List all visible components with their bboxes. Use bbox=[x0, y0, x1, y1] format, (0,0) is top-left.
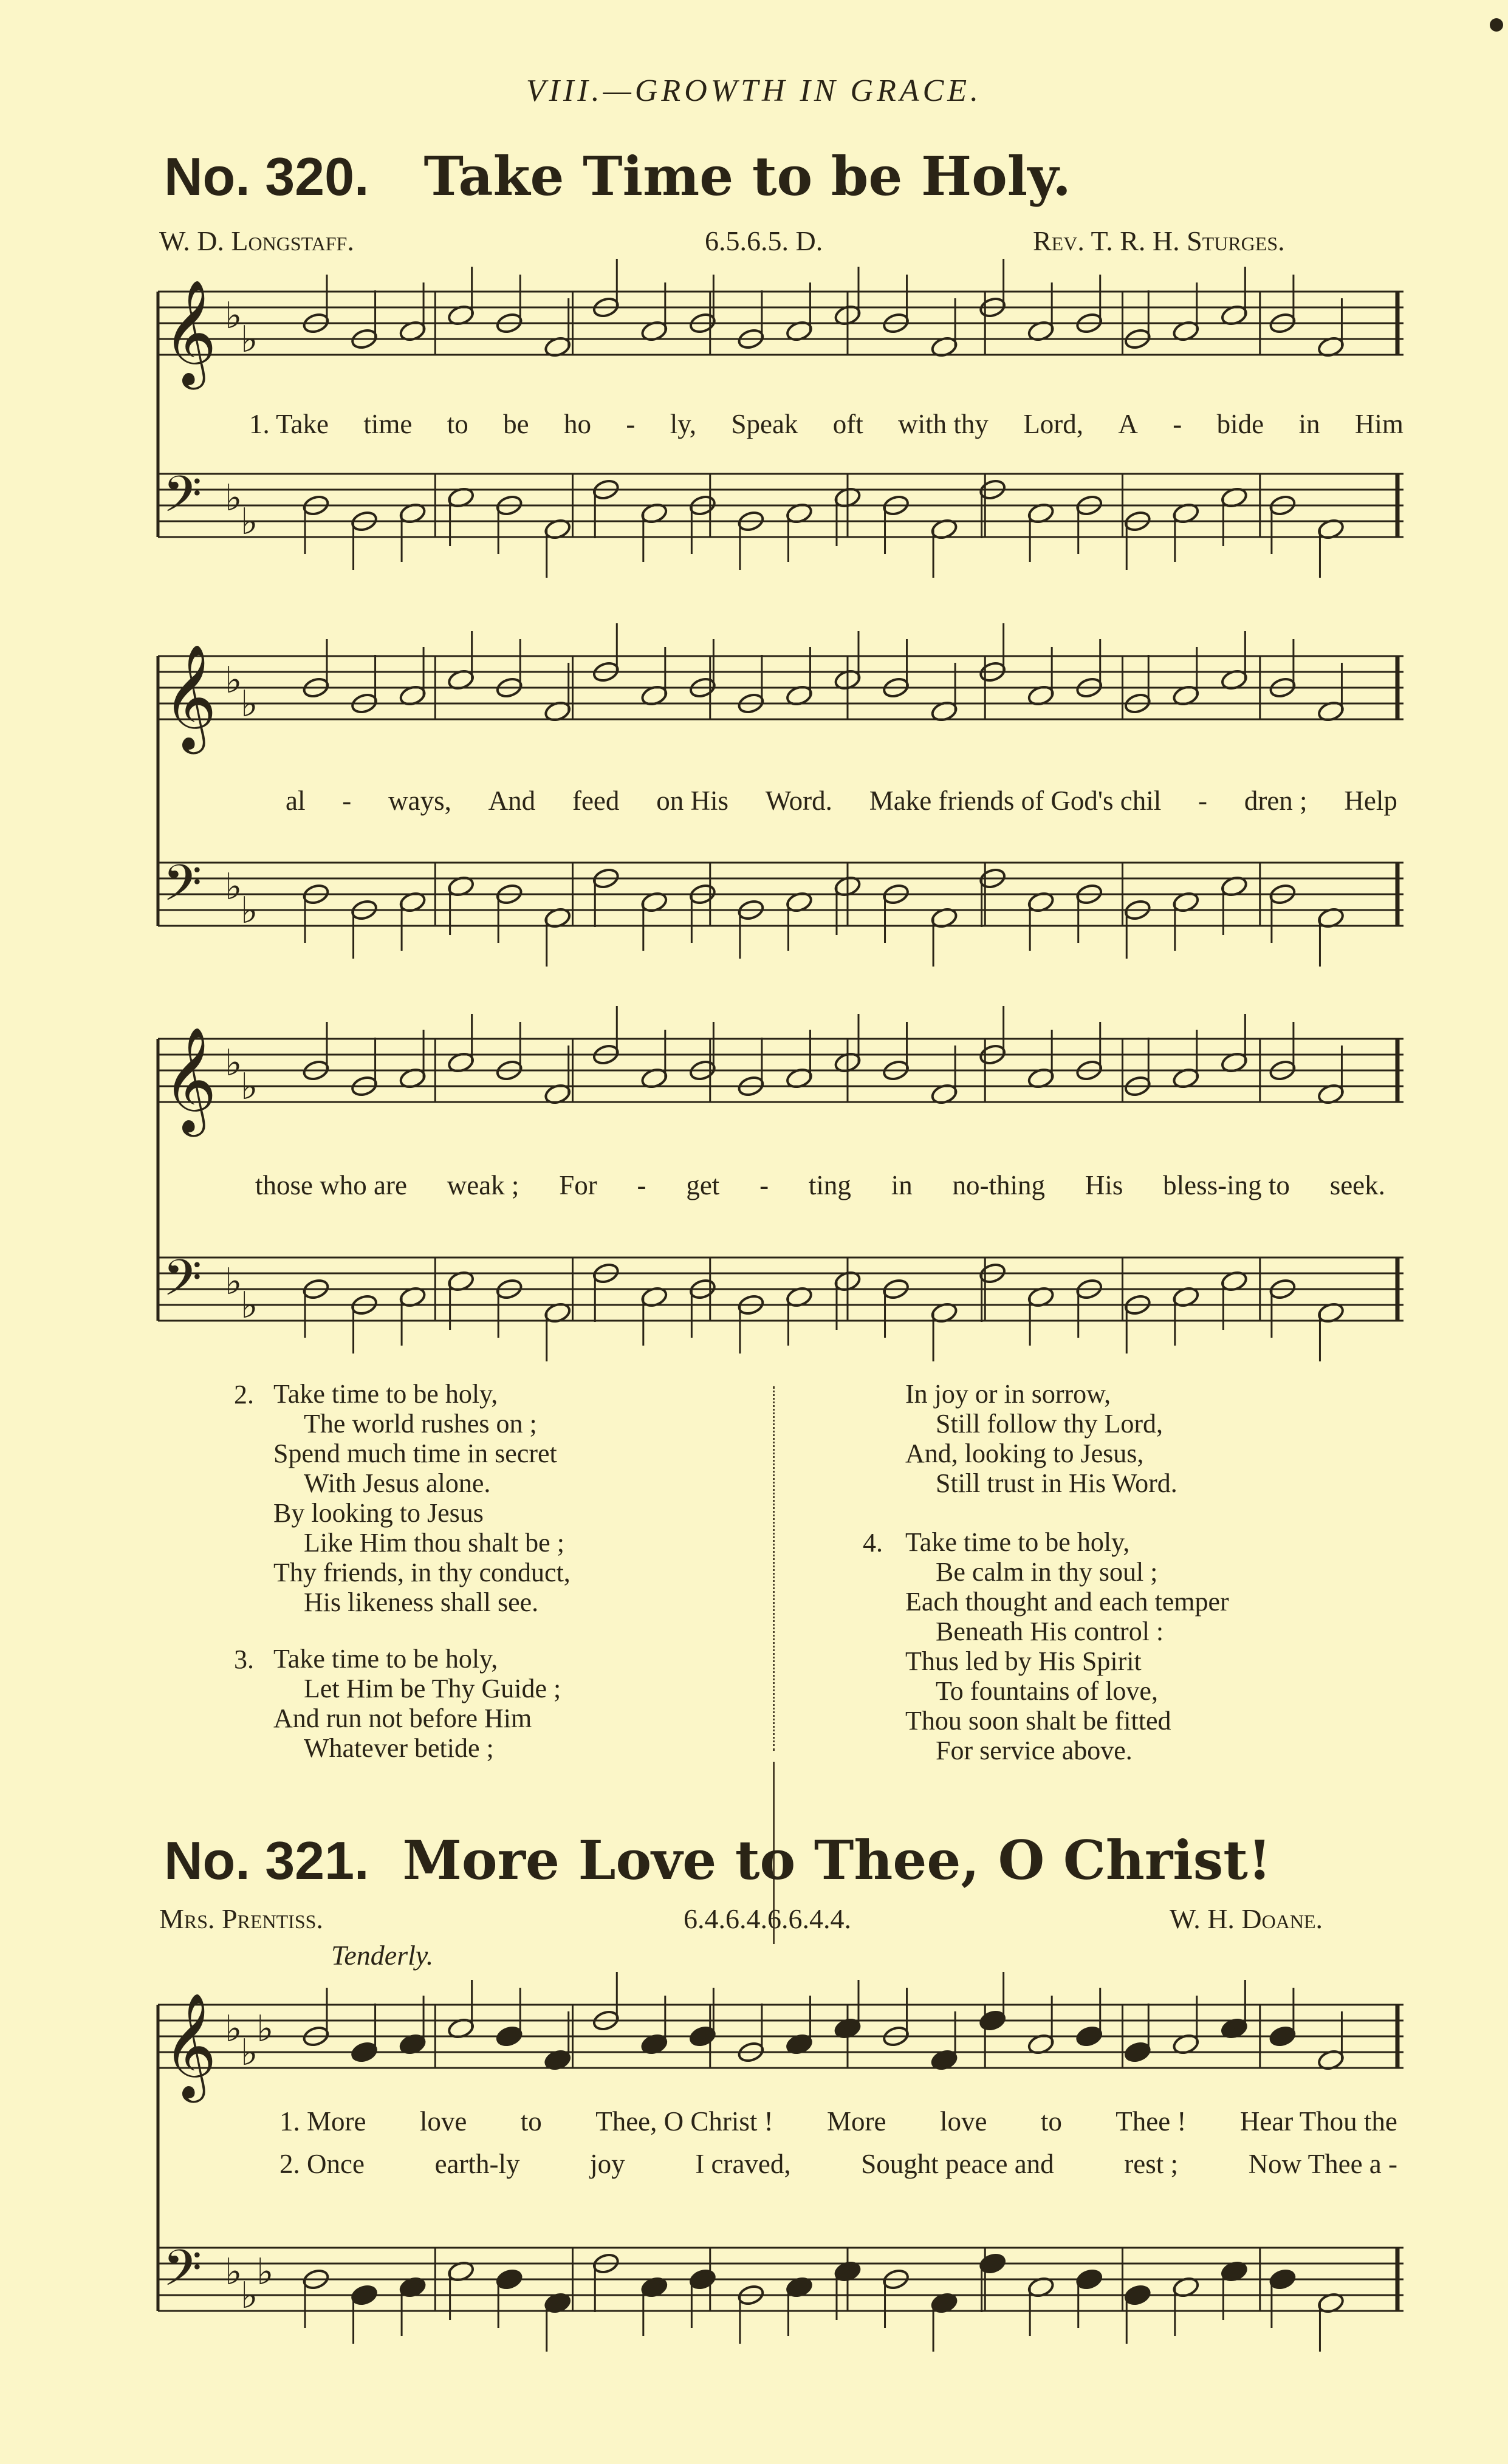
treble-staff bbox=[158, 1006, 1403, 1137]
flat-icon: ♭ bbox=[241, 2031, 258, 2074]
lyric-syllable: on His bbox=[656, 785, 728, 816]
bass-clef-icon: 𝄢 bbox=[163, 1248, 202, 1319]
lyric-syllable: - bbox=[626, 409, 636, 439]
flat-icon: ♭ bbox=[241, 501, 258, 543]
notehead bbox=[350, 2284, 378, 2307]
verse-line: Like Him thou shalt be ; bbox=[304, 1528, 564, 1558]
lyric-syllable: Thee, O Christ ! bbox=[595, 2106, 773, 2137]
lyric-syllable: oft bbox=[832, 409, 863, 439]
treble-clef-icon: 𝄞 bbox=[163, 644, 217, 750]
lyric-syllable: ho bbox=[563, 409, 591, 439]
lyric-syllable: I craved, bbox=[695, 2149, 791, 2179]
lyric-syllable: joy bbox=[590, 2149, 625, 2179]
notehead bbox=[495, 2268, 523, 2291]
lyric-syllable: Thee ! bbox=[1116, 2106, 1187, 2137]
hymn-321-author: Mrs. Prentiss. bbox=[159, 1903, 323, 1934]
flat-icon: ♭ bbox=[241, 889, 258, 932]
notehead bbox=[688, 2025, 716, 2048]
verse-line: Each thought and each temper bbox=[905, 1587, 1229, 1617]
notehead bbox=[978, 2252, 1006, 2275]
bass-staff bbox=[158, 2239, 1403, 2352]
lyric-syllable: 1. Take bbox=[249, 409, 329, 439]
bass-staff bbox=[158, 854, 1403, 967]
flat-icon: ♭ bbox=[241, 1284, 258, 1327]
lyric-syllable: - bbox=[1198, 785, 1208, 816]
treble-clef-icon: 𝄞 bbox=[163, 1027, 217, 1132]
flat-icon: ♭ bbox=[256, 2008, 274, 2050]
flat-icon: ♭ bbox=[225, 477, 242, 519]
hymn-320-composer: Rev. T. R. H. Sturges. bbox=[1033, 225, 1285, 256]
verse-line: To fountains of love, bbox=[936, 1676, 1158, 1706]
notehead bbox=[688, 2268, 716, 2291]
verse-line: Thy friends, in thy conduct, bbox=[273, 1558, 571, 1587]
lyric-syllable: dren ; bbox=[1244, 785, 1308, 816]
flat-icon: ♭ bbox=[225, 2251, 242, 2293]
verse-line: His likeness shall see. bbox=[304, 1587, 539, 1617]
notehead bbox=[1123, 2041, 1151, 2064]
notehead bbox=[1123, 2284, 1151, 2307]
hymn-321-meter: 6.4.6.4.6.6.4.4. bbox=[684, 1903, 851, 1934]
verse-line: And, looking to Jesus, bbox=[905, 1439, 1144, 1468]
verse-line: Thus led by His Spirit bbox=[905, 1646, 1142, 1676]
verse-4-number: 4. bbox=[863, 1528, 883, 1558]
treble-staff bbox=[158, 1972, 1403, 2103]
lyric-syllable: More bbox=[827, 2106, 886, 2137]
verse-line: Still follow thy Lord, bbox=[936, 1409, 1163, 1439]
lyric-syllable: time bbox=[363, 409, 413, 439]
bass-staff bbox=[158, 1248, 1403, 1361]
hymn-321-lyric-line-2 bbox=[279, 2148, 1397, 2180]
lyric-syllable: seek. bbox=[1329, 1170, 1385, 1200]
lyric-syllable: with thy bbox=[898, 409, 989, 439]
verse-line: Whatever betide ; bbox=[304, 1733, 494, 1763]
verse-line: In joy or in sorrow, bbox=[905, 1379, 1111, 1409]
hymn-320-meter: 6.5.6.5. D. bbox=[705, 225, 823, 256]
treble-clef-icon: 𝄞 bbox=[163, 1993, 217, 2098]
treble-staff bbox=[158, 623, 1403, 755]
lyric-syllable: rest ; bbox=[1124, 2149, 1179, 2179]
hymn-321-tempo: Tenderly. bbox=[331, 1940, 434, 1971]
flat-icon: ♭ bbox=[241, 318, 258, 361]
verse-column-divider bbox=[773, 1386, 776, 1751]
hymn-320-lyric-line-1 bbox=[249, 408, 1403, 440]
verse-line: Take time to be holy, bbox=[905, 1527, 1130, 1557]
lyric-syllable: those who are bbox=[255, 1170, 407, 1200]
lyric-syllable: in bbox=[1298, 409, 1320, 439]
hymn-321-system-1 bbox=[146, 1968, 1410, 2442]
treble-clef-icon: 𝄞 bbox=[163, 279, 217, 385]
verse-line: By looking to Jesus bbox=[273, 1498, 484, 1528]
lyric-syllable: to bbox=[520, 2106, 542, 2137]
notehead bbox=[978, 2009, 1006, 2032]
flat-icon: ♭ bbox=[241, 1066, 258, 1108]
verse-line: Be calm in thy soul ; bbox=[936, 1557, 1158, 1587]
lyric-syllable: to bbox=[447, 409, 468, 439]
lyric-syllable: in bbox=[891, 1170, 913, 1200]
hymn-320-lyric-line-3 bbox=[255, 1169, 1385, 1201]
verse-2-number: 2. bbox=[234, 1380, 254, 1409]
lyric-syllable: ways, bbox=[388, 785, 451, 816]
lyric-syllable: Him bbox=[1354, 409, 1403, 439]
verse-line: The world rushes on ; bbox=[304, 1409, 537, 1439]
ink-dot bbox=[1490, 18, 1503, 32]
notehead bbox=[1269, 2268, 1297, 2291]
lyric-syllable: to bbox=[1040, 2106, 1062, 2137]
lyric-syllable: earth-ly bbox=[434, 2149, 520, 2179]
verse-3-text bbox=[273, 1644, 561, 1763]
bass-staff bbox=[158, 465, 1403, 578]
bass-clef-icon: 𝄢 bbox=[163, 2239, 202, 2310]
verse-line: Still trust in His Word. bbox=[936, 1468, 1177, 1498]
lyric-syllable: bless-ing to bbox=[1163, 1170, 1290, 1200]
lyric-syllable: al bbox=[286, 785, 306, 816]
hymn-320-number: No. 320. bbox=[164, 146, 369, 207]
lyric-syllable: Now Thee a - bbox=[1248, 2149, 1397, 2179]
hymn-320-lyric-line-2 bbox=[286, 785, 1397, 816]
notehead bbox=[495, 2025, 523, 2048]
lyric-syllable: - bbox=[637, 1170, 646, 1200]
verse-line: Take time to be holy, bbox=[273, 1379, 498, 1409]
lyric-syllable: For bbox=[559, 1170, 597, 1200]
hymn-321-composer: W. H. Doane. bbox=[1170, 1903, 1323, 1934]
verse-line: With Jesus alone. bbox=[304, 1468, 491, 1498]
lyric-syllable: Hear Thou the bbox=[1239, 2106, 1397, 2137]
lyric-syllable: A bbox=[1118, 409, 1138, 439]
section-header: VIII.—GROWTH IN GRACE. bbox=[526, 74, 982, 108]
lyric-syllable: feed bbox=[572, 785, 620, 816]
lyric-syllable: Lord, bbox=[1023, 409, 1084, 439]
notehead bbox=[1075, 2268, 1103, 2291]
verse-line: Spend much time in secret bbox=[273, 1439, 557, 1468]
hymn-320-heading bbox=[164, 145, 1071, 208]
lyric-syllable: weak ; bbox=[447, 1170, 519, 1200]
lyric-syllable: Sought peace and bbox=[861, 2149, 1054, 2179]
lyric-syllable: - bbox=[342, 785, 352, 816]
lyric-syllable: - bbox=[759, 1170, 769, 1200]
verse-line: And run not before Him bbox=[273, 1703, 532, 1733]
lyric-syllable: love bbox=[419, 2106, 467, 2137]
notehead bbox=[1269, 2025, 1297, 2048]
treble-staff bbox=[158, 259, 1403, 390]
hymn-320-title: Take Time to be Holy. bbox=[423, 145, 1071, 208]
verse-line: Take time to be holy, bbox=[273, 1644, 498, 1674]
verse-line: For service above. bbox=[936, 1736, 1133, 1765]
flat-icon: ♭ bbox=[256, 2251, 274, 2293]
lyric-syllable: 1. More bbox=[279, 2106, 366, 2137]
lyric-syllable: love bbox=[939, 2106, 987, 2137]
lyric-syllable: And bbox=[488, 785, 536, 816]
lyric-syllable: - bbox=[1173, 409, 1182, 439]
hymn-321-heading bbox=[164, 1829, 1272, 1892]
lyric-syllable: His bbox=[1085, 1170, 1123, 1200]
lyric-syllable: bide bbox=[1216, 409, 1264, 439]
flat-icon: ♭ bbox=[241, 683, 258, 725]
lyric-syllable: Make friends of God's chil bbox=[869, 785, 1162, 816]
lyric-syllable: be bbox=[503, 409, 529, 439]
lyric-syllable: Speak bbox=[731, 409, 798, 439]
bass-clef-icon: 𝄢 bbox=[163, 465, 202, 536]
lyric-syllable: 2. Once bbox=[279, 2149, 365, 2179]
verse-3-number: 3. bbox=[234, 1644, 254, 1674]
notehead bbox=[1075, 2025, 1103, 2048]
hymn-320-author: W. D. Longstaff. bbox=[159, 225, 354, 256]
hymn-321-number: No. 321. bbox=[164, 1830, 369, 1891]
flat-icon: ♭ bbox=[225, 866, 242, 908]
lyric-syllable: ly, bbox=[670, 409, 697, 439]
verse-2-continued-text bbox=[905, 1379, 1177, 1498]
lyric-syllable: Help bbox=[1344, 785, 1397, 816]
lyric-syllable: no-thing bbox=[952, 1170, 1046, 1200]
flat-icon: ♭ bbox=[225, 659, 242, 702]
hymn-321-title: More Love to Thee, O Christ! bbox=[402, 1829, 1272, 1892]
flat-icon: ♭ bbox=[225, 2008, 242, 2050]
verse-line: Beneath His control : bbox=[936, 1617, 1164, 1646]
verse-2-text bbox=[273, 1379, 571, 1617]
verse-line: Let Him be Thy Guide ; bbox=[304, 1674, 561, 1703]
flat-icon: ♭ bbox=[225, 295, 242, 337]
notehead bbox=[350, 2041, 378, 2064]
verse-4-text bbox=[905, 1527, 1229, 1765]
hymn-321-lyric-line-1 bbox=[279, 2106, 1397, 2137]
verse-line: Thou soon shalt be fitted bbox=[905, 1706, 1171, 1736]
lyric-syllable: ting bbox=[808, 1170, 851, 1200]
lyric-syllable: Word. bbox=[765, 785, 832, 816]
bass-clef-icon: 𝄢 bbox=[163, 854, 202, 925]
lyric-syllable: get bbox=[686, 1170, 720, 1200]
flat-icon: ♭ bbox=[225, 1042, 242, 1084]
flat-icon: ♭ bbox=[225, 1261, 242, 1303]
flat-icon: ♭ bbox=[241, 2274, 258, 2317]
